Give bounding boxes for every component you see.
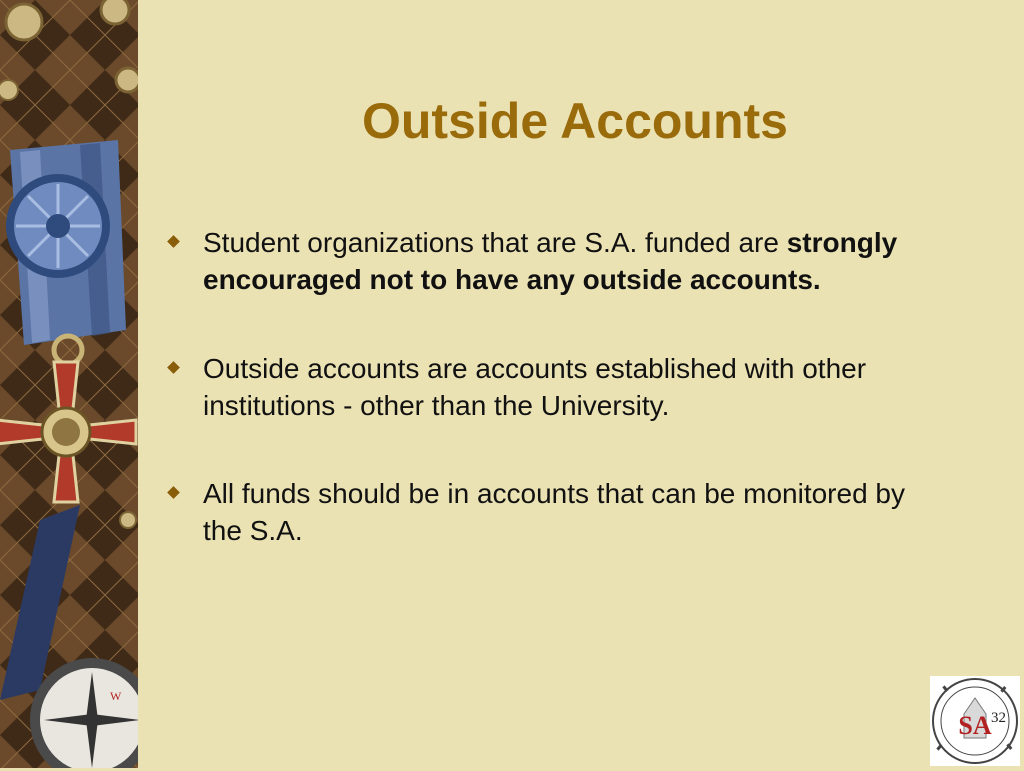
seal-icon: [930, 676, 1020, 766]
medals-decorative-image: [0, 0, 138, 768]
slide-title: Outside Accounts: [362, 93, 788, 149]
bullet-bold-text: strongly encouraged not to have any outside accounts.: [203, 227, 898, 295]
bullet-item: [165, 350, 945, 424]
diamond-bullet-icon: [167, 486, 180, 499]
svg-text:W: W: [110, 689, 122, 703]
bullet-list: [165, 224, 945, 601]
bullet-item: [165, 475, 945, 549]
diamond-bullet-icon: [167, 235, 180, 248]
bullet-item: [165, 224, 945, 298]
bullet-text: Outside accounts are accounts established with other institutions - other than the University.: [203, 353, 867, 421]
student-association-logo: [930, 676, 1020, 766]
diamond-bullet-icon: [167, 361, 180, 374]
medals-illustration: [0, 0, 138, 768]
svg-text:SA: SA: [958, 711, 992, 740]
bullet-text: All funds should be in accounts that can be monitored by the S.A.: [203, 478, 905, 546]
page-number: 32: [991, 710, 1006, 726]
bullet-text: Student organizations that are S.A. funded are: [203, 227, 787, 258]
